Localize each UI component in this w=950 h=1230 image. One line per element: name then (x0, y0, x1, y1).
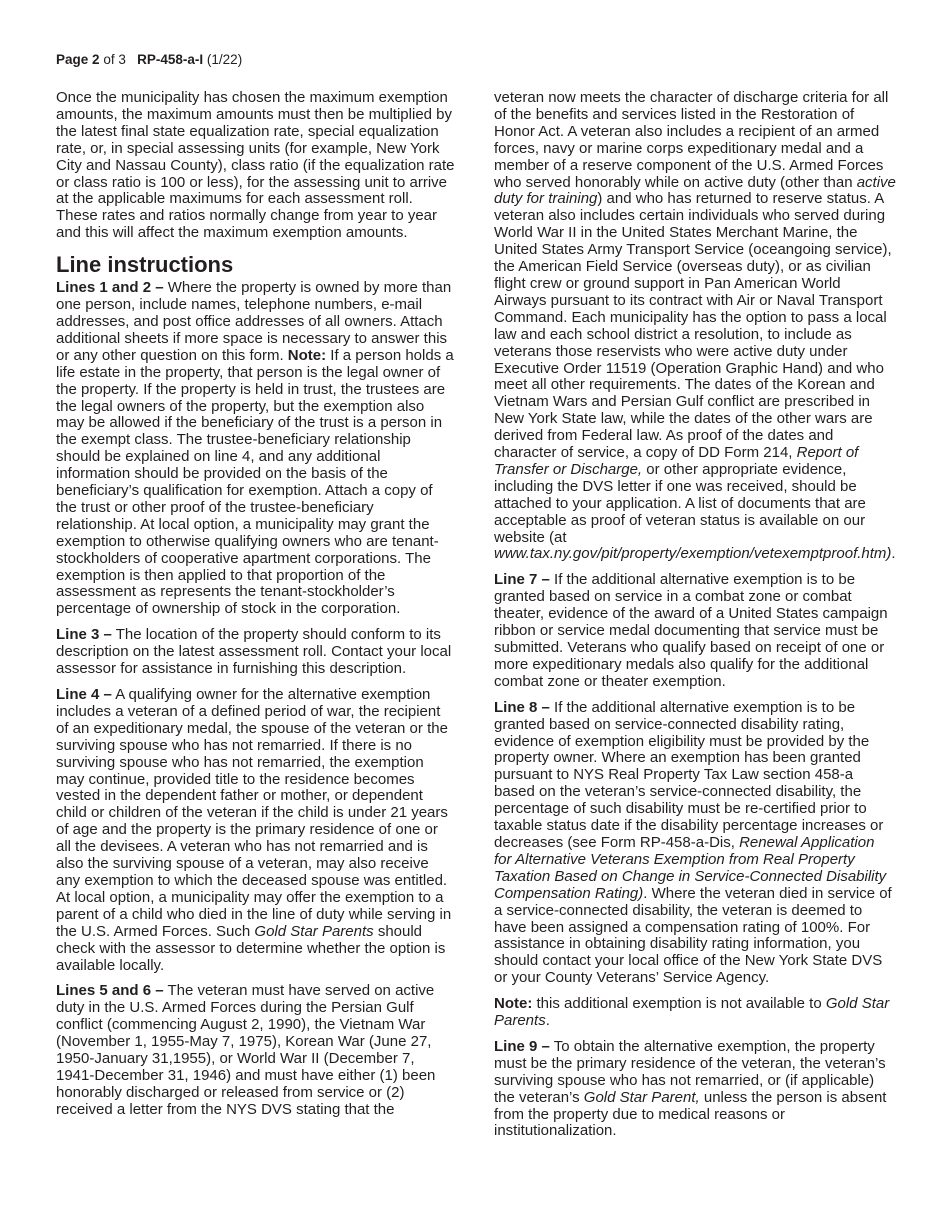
proof-url: www.tax.ny.gov/pit/property/exemption/vetexemptproof.htm) (494, 545, 892, 563)
intro-paragraph: Once the municipality has chosen the maximum exemption amounts, the maximum amounts must then be multiplied by the latest final state equalization rate, special equalization rate, or, in special assessing units (for example, New York City and Nassau County), class ratio (if the equalization rate or class ratio is 100 or less), for the assessing unit to arrive at the applicable maximums for each assessment roll. These rates and ratios normally change from year to year and this will affect the maximum exemption amounts. (56, 89, 455, 242)
line-9-paragraph (494, 1039, 896, 1140)
continued-italic-1: active duty for training (494, 173, 896, 208)
lines-5-6-text: The veteran must have served on active duty in the U.S. Armed Forces during the Persian Gulf conflict (commencing August 2, 1990), the Vietnam War (November 1, 1955-May 7, 1975), Korean War (June 27, 1950-January 31,1955), or World War II (December 7, 1941-December 31, 1946) and must have either (1) been honorably discharged or released from service or (2) received a letter from the NYS DVS stating that the (56, 982, 436, 1118)
line-9-label: Line 9 – (494, 1037, 550, 1055)
note-paragraph (494, 996, 896, 1030)
page-word: Page (56, 52, 89, 67)
line-4-italic: Gold Star Parents (254, 922, 374, 940)
line-4-label: Line 4 – (56, 686, 112, 703)
lines-1-2-text: Where the property is owned by more than one person, include names, telephone numbers, e-mail addresses, and post office addresses of all owners. Attach additional sheets if more space is necessary to answer this or any other question on this form. (56, 279, 452, 364)
lines-5-6-continued (494, 90, 896, 563)
note-italic: Gold Star Parents (494, 995, 890, 1030)
continued-text-1: veteran now meets the character of discharge criteria for all of the benefits and services listed in the Restoration of Honor Act. A veteran also includes a recipient of an armed forces, navy or marine corps expeditionary medal and a member of a reserve component of the U.S. Armed Forces who served honorably while on active duty (other than (494, 89, 889, 191)
line-8-paragraph (494, 700, 896, 987)
line-3-text: The location of the property should conform to its description on the latest assessment roll. Contact your local assessor for assistance in furnishing this description. (56, 626, 452, 678)
lines-1-2-label: Lines 1 and 2 – (56, 279, 164, 297)
line-4-paragraph (56, 687, 456, 974)
page-total: of 3 (103, 52, 126, 67)
line-8-text: If the additional alternative exemption is to be granted based on service-connected disability rating, evidence of exemption eligibility must be provided by the property owner. Where an exemption has been granted pursuant to NYS Real Property Tax Law section 458-a based on the veteran’s service-connected disability, the percentage of such disability must be re-certified prior to taxable status date if the disability percentage increases or decreases (see Form RP-458-a-Dis, (494, 698, 884, 851)
page-number: 2 (92, 52, 100, 67)
line-8-label: Line 8 – (494, 698, 550, 716)
line-9-italic: Gold Star Parent, (583, 1088, 700, 1106)
line-9-text-end: unless the person is absent from the property due to medical reasons or institutionalization. (494, 1088, 887, 1140)
note-label: Note: (494, 995, 533, 1013)
continued-text-2: ) and who has returned to reserve status. A veteran also includes certain individuals who served during World War II in the United States Merchant Marine, the United States Army Transport Service (oceangoing service), the American Field Service (overseas duty), or as civilian flight crew or ground support in Pan American World Airways pursuant to its contract with Air or Naval Transport Command. Each municipality has the option to pass a local law and each school district a resolution, to include as veterans those reservists who were active duty under Executive Order 11519 (Operation Graphic Hand) and who meet all other requirements. The dates of the Korean and Vietnam Wars and Persian Gulf conflict are prescribed in New York State law, while the dates of the other wars are derived from Federal law. As proof of the dates and character of service, a copy of DD Form 214, (494, 190, 892, 462)
line-4-text-end: should check with the assessor to determine whether the option is available locally. (56, 922, 446, 974)
line-3-paragraph (56, 627, 456, 678)
continued-text-3: or other appropriate evidence, including the DVS letter if one was received, should be attached to your application. A list of documents that are acceptable as proof of veteran status is available on our website (at (494, 460, 866, 546)
line-3-label: Line 3 – (56, 626, 112, 644)
lines-1-2-note-text: If a person holds a life estate in the property, that person is the legal owner of the property. If the property is held in trust, the trustees are the legal owners of the property, but the exemption also may be allowed if the beneficiary of the trust is a person in the exempt class. The trustee-beneficiary relationship should be explained on line 4, and any additional information should be provided on the basis of the beneficiary’s qualification for exemption. Attach a copy of the trust or other proof of the trustee-beneficiary relationship. At local option, a municipality may grant the exemption to otherwise qualifying owners who are tenant-stockholders of cooperative apartment corporations. The exemption is then applied to that proportion of the assessment as represents the tenant-stockholder’s percentage of ownership of stock in the corporation. (56, 346, 454, 618)
right-column (494, 90, 896, 1149)
line-4-text: A qualifying owner for the alternative exemption includes a veteran of a defined period of war, the recipient of an expeditionary medal, the spouse of the veteran or the surviving spouse who has not remarried. If there is no surviving spouse who has not remarried, the exemption may continue, provided title to the residence becomes vested in the dependent father or mother, or dependent child or children of the veteran if the child is under 21 years of age and the property is the primary residence of one or all the devisees. A veteran who has not remarried and is also the surviving spouse of a veteran, may also receive any exemption to which the deceased spouse was entitled. At local option, a municipality may offer the exemption to a parent of a child who died in the line of duty while serving in the U.S. Armed Forces. Such (56, 686, 452, 940)
continued-italic-2: Report of Transfer or Discharge, (494, 444, 859, 478)
form-id: RP-458-a-I (137, 52, 204, 67)
line-7-paragraph (494, 572, 896, 690)
note-end: . (545, 1012, 550, 1030)
lines-5-6-paragraph (56, 983, 456, 1118)
continued-text-4: . (891, 545, 896, 563)
note-text: this additional exemption is not available to (532, 995, 826, 1013)
line-8-italic: Renewal Application for Alternative Veterans Exemption from Real Property Taxation Based on Change in Service-Connected Disability Compensation Rating) (494, 833, 887, 902)
lines-1-2-note-label: Note: (287, 346, 327, 364)
lines-5-6-label: Lines 5 and 6 – (56, 982, 164, 1000)
form-date: (1/22) (206, 52, 243, 67)
line-7-text: If the additional alternative exemption is to be granted based on service in a combat zone or combat theater, evidence of the award of a United States campaign ribbon or service medal documenting that service must be submitted. Veterans who qualify based on receipt of one or more expeditionary medals also qualify for the additional combat zone or theater exemption. (494, 571, 888, 690)
line-7-label: Line 7 – (494, 571, 550, 589)
section-heading: Line instructions (56, 252, 234, 278)
line-8-text-end: . Where the veteran died in service of a service-connected disability, the veteran is deemed to have been assigned a compensation rating of 100%. For assistance in obtaining disability rating information, you should contact your local office of the New York State DVS or your County Veterans’ Service Agency. (494, 884, 892, 987)
line-9-text: To obtain the alternative exemption, the property must be the primary residence of the veteran, the veteran’s surviving spouse who has not remarried, or (if applicable) the veteran’s (494, 1037, 886, 1106)
left-column (56, 90, 456, 1128)
lines-1-2-paragraph (56, 280, 456, 618)
page-header (56, 52, 242, 67)
